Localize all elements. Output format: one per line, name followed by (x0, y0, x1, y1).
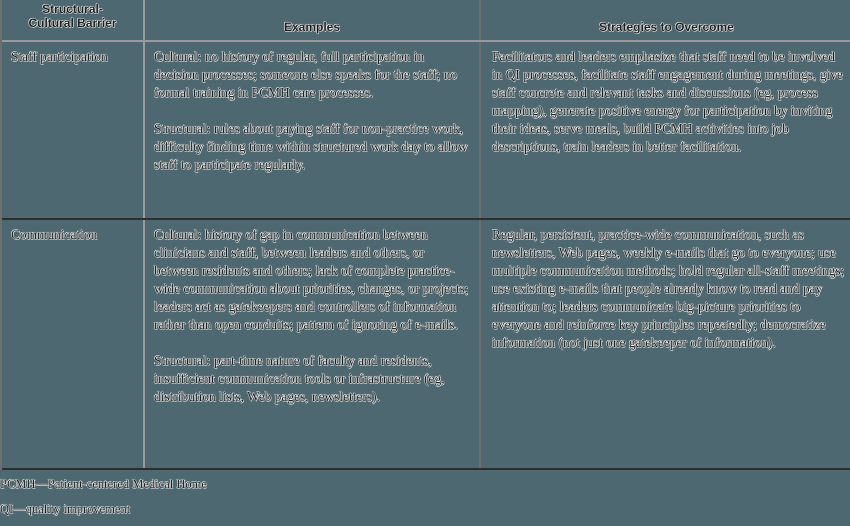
structural-example: Structural: rules about paying staff for non-practice work, difficulty finding time within structured work day to allow staff to participate regularly. (154, 121, 468, 172)
strategies-cell: Facilitators and leaders emphasize that staff need to be involved in QI processes, facilitate staff engagement during meetings, give staff concrete and relevant tasks and discussions (eg, process mapping), generate positive energy for participation by inviting their ideas, serve meals, build PCMH activities into job descriptions, train leaders in better facilitation. (492, 49, 843, 154)
examples-cell (145, 220, 481, 468)
table-row (2, 42, 850, 220)
barrier-cell: Communication (2, 220, 145, 468)
header-strategies: Strategies to Overcome (599, 20, 734, 34)
footnote-pcmh: PCMH—Patient-centered Medical Home (0, 477, 207, 491)
cultural-example: Cultural: history of gap in communication between clinicians and staff, between leaders and others, or between residents and others; lack of complete practice-wide communication about priorities, changes, or projects; leaders act as gatekeepers and controllers of information rather than open conduits; pattern of ignoring of e-mails. (154, 227, 469, 332)
table-header-row (2, 0, 850, 42)
cultural-example: Cultural: no history of regular, full participation in decision processes; someone else speaks for the staff; no formal training in PCMH care processes. (154, 49, 458, 100)
barrier-cell: Staff participation (2, 42, 145, 218)
header-examples: Examples (145, 0, 481, 40)
header-barrier (2, 0, 145, 40)
structural-example: Structural: part-time nature of faculty and residents, insufficient communication tools or infrastructure (eg, distribution lists, Web pages, newsletters). (154, 353, 445, 404)
footnotes (0, 476, 207, 526)
header-barrier-line2: Cultural Barrier (28, 16, 117, 30)
header-barrier-line1: Structural- (42, 2, 103, 16)
examples-cell (145, 42, 481, 218)
table-row (2, 220, 850, 470)
strategies-cell: Regular, persistent, practice-wide communication, such as newsletters, Web pages, weekly e-mails that go to everyone; use multiple communication methods; hold regular all-staff meetings; use existing e-mails that people already know to read and pay attention to; leaders communicate big-picture priorities to everyone and reinforce key principles repeatedly; democratize information (not just one gatekeeper of information). (492, 227, 845, 350)
footnote-qi: QI—quality improvement (0, 502, 131, 516)
